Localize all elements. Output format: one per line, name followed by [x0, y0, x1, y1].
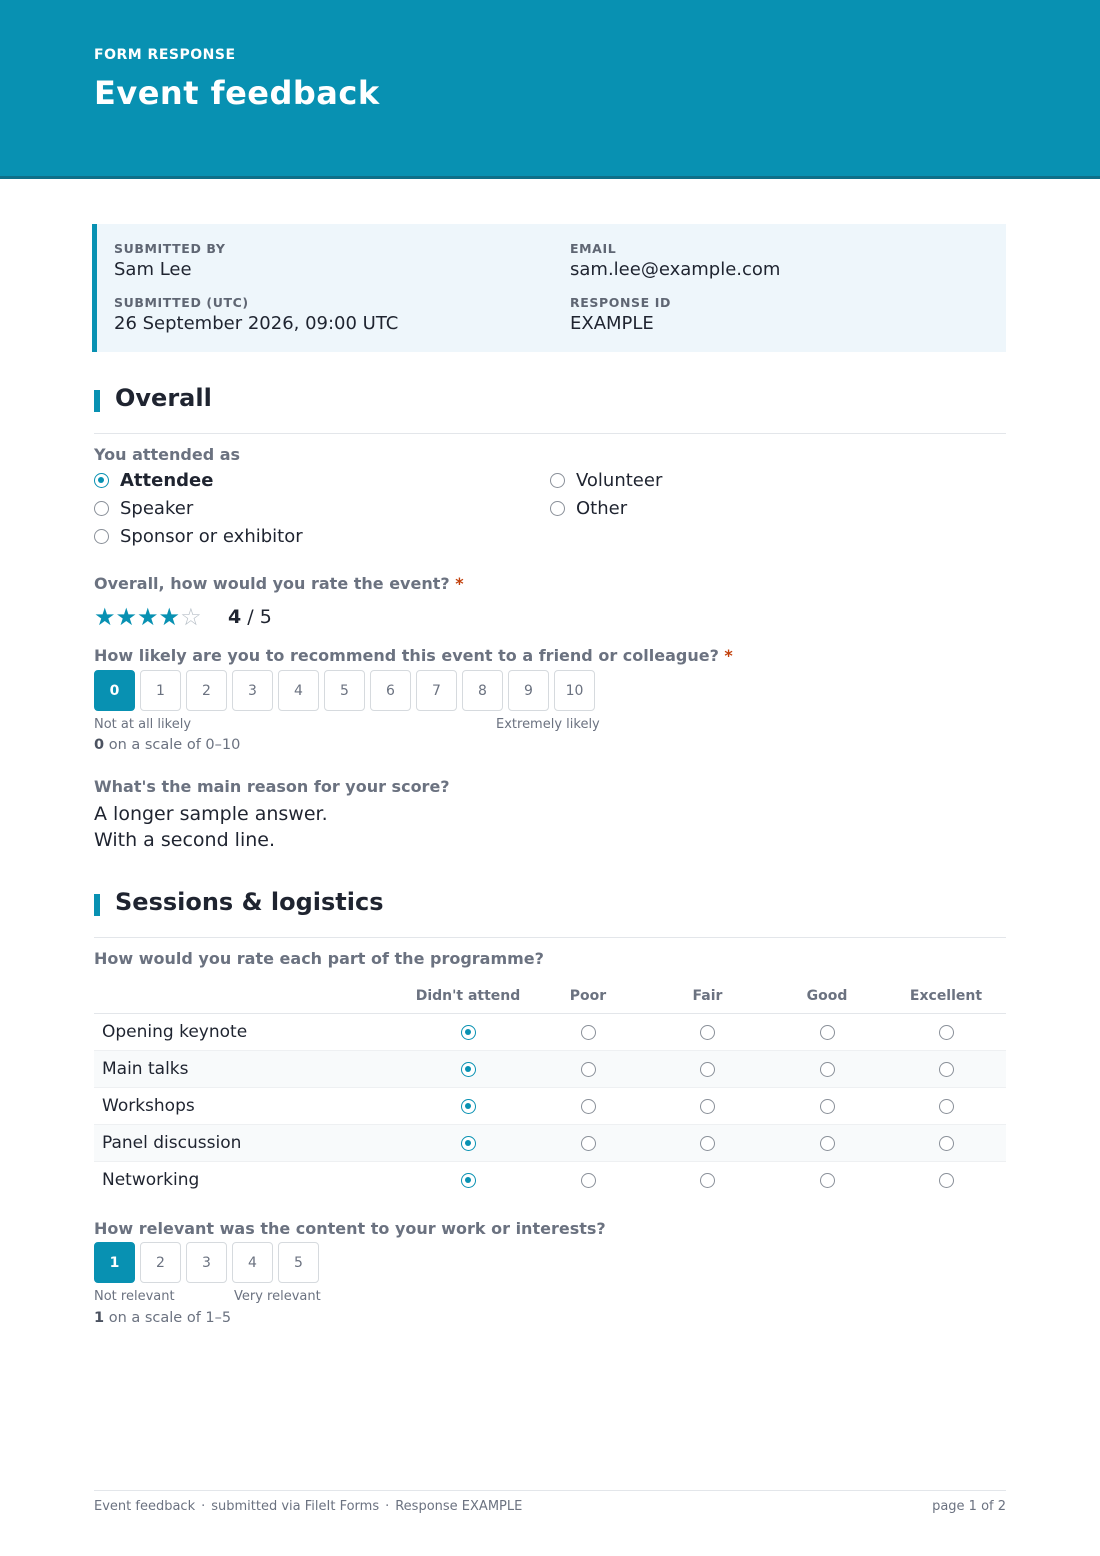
relevance-scale	[94, 1242, 319, 1283]
matrix-row	[94, 1050, 1006, 1087]
matrix-row	[94, 1124, 1006, 1161]
question-relevance: How relevant was the content to your work or interests?	[94, 1219, 606, 1238]
radio-icon	[581, 1136, 596, 1151]
matrix-cell	[647, 1013, 768, 1050]
matrix-row	[94, 1087, 1006, 1124]
question-programme: How would you rate each part of the programme?	[94, 949, 544, 968]
radio-icon	[700, 1099, 715, 1114]
email-value: sam.lee@example.com	[570, 259, 781, 280]
matrix-row	[94, 1013, 1006, 1050]
footer-via: submitted via FileIt Forms	[211, 1499, 380, 1514]
radio-icon	[550, 501, 565, 516]
matrix-cell	[768, 1161, 886, 1198]
radio-selected-icon	[461, 1136, 476, 1151]
footer-form-name: Event feedback	[94, 1499, 196, 1514]
footer-separator: ·	[385, 1499, 390, 1514]
radio-icon	[820, 1025, 835, 1040]
radio-icon	[820, 1136, 835, 1151]
matrix-row-label: Opening keynote	[94, 1013, 407, 1050]
section-overall	[94, 384, 1006, 434]
matrix-cell	[647, 1124, 768, 1161]
question-text: How likely are you to recommend this event to a friend or colleague?	[94, 646, 719, 665]
option-label: Sponsor or exhibitor	[120, 526, 303, 547]
matrix-header-row	[94, 980, 1006, 1013]
option-sponsor	[94, 526, 303, 547]
matrix-cell	[647, 1050, 768, 1087]
matrix-column-header: Excellent	[886, 980, 1006, 1013]
matrix-column-header: Fair	[647, 980, 768, 1013]
nps-option: 9	[508, 670, 549, 711]
radio-icon	[581, 1173, 596, 1188]
submitted-by-value: Sam Lee	[114, 259, 192, 280]
submission-meta	[92, 224, 1006, 352]
radio-icon	[820, 1099, 835, 1114]
footer-left	[94, 1499, 522, 1514]
matrix-row-label: Networking	[102, 1169, 200, 1190]
required-mark: *	[724, 646, 733, 665]
radio-icon	[700, 1025, 715, 1040]
footer-separator: ·	[201, 1499, 206, 1514]
matrix-cell	[768, 1124, 886, 1161]
question-attended: You attended as	[94, 445, 241, 464]
option-attendee	[94, 470, 213, 491]
radio-selected-icon	[94, 473, 109, 488]
radio-icon	[820, 1062, 835, 1077]
star-empty-icon: ☆	[180, 603, 202, 631]
radio-icon	[939, 1025, 954, 1040]
form-title: Event feedback	[94, 74, 380, 112]
matrix-row-label: Main talks	[94, 1050, 407, 1087]
nps-option: 8	[462, 670, 503, 711]
matrix-column-header: Didn't attend	[407, 980, 529, 1013]
response-id-label: RESPONSE ID	[570, 295, 671, 310]
matrix-cell	[886, 1013, 1006, 1050]
star-rating	[94, 603, 202, 631]
relevance-option: 3	[186, 1242, 227, 1283]
matrix-row-label: Panel discussion	[94, 1124, 407, 1161]
radio-icon	[939, 1099, 954, 1114]
section-title: Overall	[115, 384, 212, 412]
option-label: Other	[576, 498, 628, 519]
option-label: Volunteer	[576, 470, 663, 491]
star-score	[228, 606, 272, 628]
relevance-option: 1	[94, 1242, 135, 1283]
radio-icon	[94, 501, 109, 516]
matrix-body	[94, 1013, 1006, 1198]
radio-selected-icon	[461, 1062, 476, 1077]
nps-option: 3	[232, 670, 273, 711]
section-accent-bar	[94, 390, 100, 412]
radio-selected-icon	[461, 1025, 476, 1040]
radio-icon	[581, 1025, 596, 1040]
relevance-scale-text: on a scale of 1–5	[108, 1310, 232, 1326]
response-id	[570, 295, 671, 334]
radio-icon	[820, 1173, 835, 1188]
radio-icon	[939, 1136, 954, 1151]
star-filled-icon: ★	[94, 603, 116, 631]
nps-option: 10	[554, 670, 595, 711]
footer-page-number: page 1 of 2	[932, 1499, 1006, 1514]
question-text: Overall, how would you rate the event?	[94, 574, 450, 593]
question-nps	[94, 646, 733, 665]
answer-line: A longer sample answer.	[94, 803, 328, 825]
matrix-cell	[886, 1161, 1006, 1198]
matrix-cell	[529, 1161, 647, 1198]
matrix-row-label: Workshops	[94, 1087, 407, 1124]
page-footer	[94, 1490, 1006, 1514]
matrix-cell	[768, 1087, 886, 1124]
matrix-cell	[768, 1013, 886, 1050]
submitted-date-value: 26 September 2026, 09:00 UTC	[114, 313, 399, 334]
radio-icon	[581, 1099, 596, 1114]
section-title: Sessions & logistics	[115, 888, 384, 916]
matrix-cell	[529, 1124, 647, 1161]
relevance-value	[94, 1310, 231, 1326]
submitted-date-label: SUBMITTED (UTC)	[114, 295, 249, 310]
radio-icon	[700, 1062, 715, 1077]
matrix-cell	[768, 1050, 886, 1087]
radio-icon	[700, 1136, 715, 1151]
question-rating	[94, 574, 464, 593]
email-label: EMAIL	[570, 241, 617, 256]
section-sessions	[94, 888, 1006, 938]
nps-scale	[94, 670, 595, 711]
matrix-corner	[94, 980, 407, 1013]
matrix-cell	[529, 1087, 647, 1124]
form-kicker: FORM RESPONSE	[94, 47, 236, 63]
relevance-option: 2	[140, 1242, 181, 1283]
matrix-cell	[407, 1050, 529, 1087]
star-score-value: 4	[228, 606, 242, 628]
nps-high-label: Extremely likely	[496, 717, 600, 732]
nps-option: 1	[140, 670, 181, 711]
matrix-cell	[647, 1161, 768, 1198]
matrix-cell	[407, 1087, 529, 1124]
relevance-high-label: Very relevant	[234, 1289, 321, 1304]
nps-value	[94, 737, 240, 753]
radio-selected-icon	[461, 1173, 476, 1188]
reason-answer	[94, 801, 328, 853]
email	[570, 241, 780, 280]
question-reason: What's the main reason for your score?	[94, 777, 450, 796]
required-mark: *	[455, 574, 464, 593]
matrix-cell	[886, 1087, 1006, 1124]
radio-icon	[581, 1062, 596, 1077]
radio-icon	[94, 529, 109, 544]
radio-icon	[939, 1062, 954, 1077]
matrix-row	[94, 1161, 1006, 1198]
star-filled-icon: ★	[137, 603, 159, 631]
radio-icon	[550, 473, 565, 488]
matrix-cell	[529, 1013, 647, 1050]
programme-matrix	[94, 980, 1006, 1198]
nps-option: 2	[186, 670, 227, 711]
form-header	[0, 0, 1100, 179]
matrix-cell	[407, 1161, 529, 1198]
option-label: Speaker	[120, 498, 194, 519]
matrix-column-header: Poor	[529, 980, 647, 1013]
submitted-by-label: SUBMITTED BY	[114, 241, 226, 256]
radio-icon	[700, 1173, 715, 1188]
relevance-value-number: 1	[94, 1310, 105, 1326]
matrix-cell	[647, 1087, 768, 1124]
relevance-option: 5	[278, 1242, 319, 1283]
matrix-column-header: Good	[768, 980, 886, 1013]
matrix-cell	[407, 1013, 529, 1050]
footer-response: Response EXAMPLE	[395, 1499, 523, 1514]
nps-value-number: 0	[94, 737, 105, 753]
relevance-option: 4	[232, 1242, 273, 1283]
nps-option: 4	[278, 670, 319, 711]
option-speaker	[94, 498, 193, 519]
answer-line: With a second line.	[94, 829, 275, 851]
nps-option: 6	[370, 670, 411, 711]
matrix-cell	[529, 1050, 647, 1087]
option-volunteer	[550, 470, 662, 491]
submitted-date	[114, 295, 398, 334]
section-accent-bar	[94, 894, 100, 916]
response-id-value: EXAMPLE	[570, 313, 654, 334]
star-filled-icon: ★	[158, 603, 181, 631]
matrix-cell	[407, 1124, 529, 1161]
option-other	[550, 498, 627, 519]
submitted-by	[114, 241, 225, 280]
radio-icon	[939, 1173, 954, 1188]
matrix-cell	[886, 1124, 1006, 1161]
nps-low-label: Not at all likely	[94, 717, 192, 732]
matrix-cell	[886, 1050, 1006, 1087]
star-filled-icon: ★	[115, 603, 138, 631]
star-score-max: / 5	[247, 606, 272, 628]
nps-scale-text: on a scale of 0–10	[108, 737, 241, 753]
nps-option: 5	[324, 670, 365, 711]
relevance-low-label: Not relevant	[94, 1289, 175, 1304]
nps-option: 7	[416, 670, 457, 711]
nps-option: 0	[94, 670, 135, 711]
radio-selected-icon	[461, 1099, 476, 1114]
option-label: Attendee	[120, 470, 214, 491]
